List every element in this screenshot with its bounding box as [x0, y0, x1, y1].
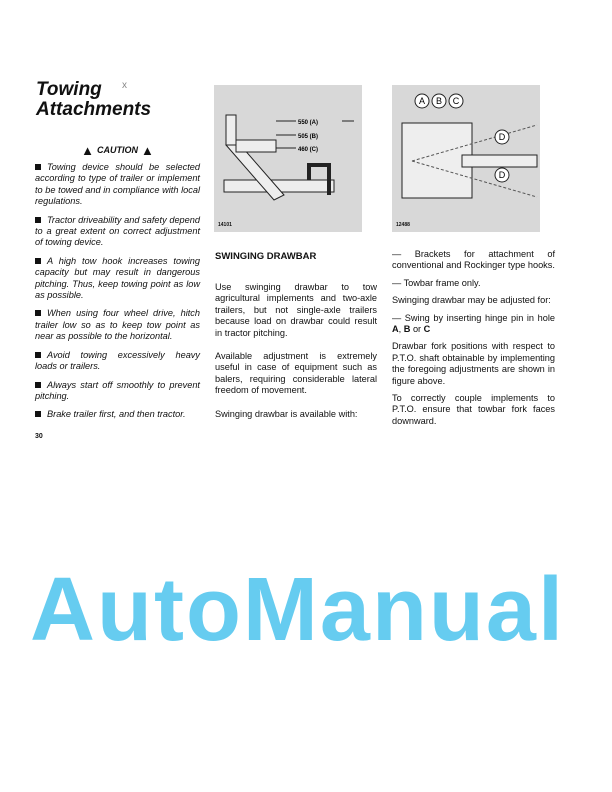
bullet-icon	[35, 258, 41, 264]
caution-text: When using four wheel drive, hitch trailer low so as to keep tow point as near as possible to the horizontal.	[35, 308, 200, 342]
figure-number: 12488	[396, 222, 410, 228]
caution-item	[35, 215, 200, 249]
bullet-icon	[35, 217, 41, 223]
caution-item	[35, 256, 200, 302]
text: ,	[398, 324, 404, 335]
caution-text: Always start off smoothly to prevent pitching.	[35, 379, 200, 401]
caution-item	[35, 409, 200, 420]
caution-text: Towing device should be selected according to type of trailer or implement to be towed and in compliance with local regulations.	[35, 162, 200, 207]
bullet-icon	[35, 411, 41, 417]
warning-icon: ▲	[81, 143, 94, 158]
caution-text: Avoid towing excessively heavy loads or trailers.	[35, 349, 200, 372]
dimension-c: 460 (C)	[298, 147, 319, 153]
bullet-icon	[35, 310, 41, 316]
hole-a: A	[392, 324, 399, 335]
caution-list	[35, 162, 200, 442]
paragraph: Swinging drawbar is available with:	[215, 408, 358, 419]
caution-item	[35, 162, 200, 208]
handwritten-mark: x	[122, 80, 127, 91]
paragraph: — Brackets for attachment of conventional and Rockinger type hooks.	[392, 249, 555, 271]
caution-text: A high tow hook increases towing capacity but may result in dangerous pitching. Thus, keep towing point as low as possible.	[35, 255, 200, 301]
hole-c: C	[423, 324, 431, 335]
caution-text: Brake trailer first, and then tractor.	[47, 409, 186, 420]
dimension-a: 550 (A)	[298, 120, 319, 126]
figure-drawbar-side	[214, 85, 362, 232]
title-line-1: Towing	[36, 79, 102, 100]
paragraph	[392, 313, 555, 336]
label-c: C	[452, 96, 460, 106]
label-d: D	[498, 170, 506, 180]
caution-label: CAUTION	[97, 145, 138, 155]
caution-text: Tractor driveability and safety depend to a great extent on correct adjustment of towing device.	[35, 214, 200, 248]
right-column	[392, 249, 555, 433]
label-b: B	[435, 96, 443, 106]
paragraph: Swinging drawbar may be adjusted for:	[392, 295, 551, 306]
paragraph: Use swinging drawbar to tow agricultural implements and two-axle trailers, but not single-axle trailers because load on drawbar could result in tractor pitching.	[215, 282, 377, 338]
figure-drawbar-top	[392, 85, 540, 232]
middle-column	[215, 282, 377, 432]
figure-number: 14101	[218, 222, 232, 228]
bullet-icon	[35, 164, 41, 170]
section-heading: SWINGING DRAWBAR	[215, 251, 317, 262]
label-d: D	[498, 132, 506, 142]
drawbar-side-drawing	[214, 85, 362, 232]
label-a: A	[418, 96, 426, 106]
text: or	[410, 324, 424, 335]
paragraph: To correctly couple implements to P.T.O. ensure that towbar fork faces downward.	[392, 393, 555, 426]
bullet-icon	[35, 352, 41, 358]
hole-b: B	[403, 324, 411, 335]
warning-icon: ▲	[141, 143, 154, 158]
caution-item	[35, 380, 200, 403]
watermark: AutoManual	[30, 560, 565, 660]
paragraph: Drawbar fork positions with respect to P.T.O. shaft obtainable by implementing the foregoing adjustments are shown in figure above.	[392, 341, 555, 386]
paragraph: Available adjustment is extremely useful in case of equipment such as balers, requiring considerable lateral freedom of movement.	[215, 351, 377, 396]
page-number: 30	[35, 432, 43, 440]
drawbar-top-drawing	[392, 85, 540, 232]
dimension-b: 505 (B)	[298, 134, 319, 140]
paragraph: — Towbar frame only.	[392, 277, 481, 288]
caution-item	[35, 308, 200, 342]
title-line-2: Attachments	[36, 99, 152, 120]
caution-heading	[35, 143, 200, 158]
bullet-icon	[35, 382, 41, 388]
caution-item	[35, 350, 200, 373]
text: — Swing by inserting hinge pin in hole	[392, 312, 555, 323]
page-title	[36, 80, 151, 120]
